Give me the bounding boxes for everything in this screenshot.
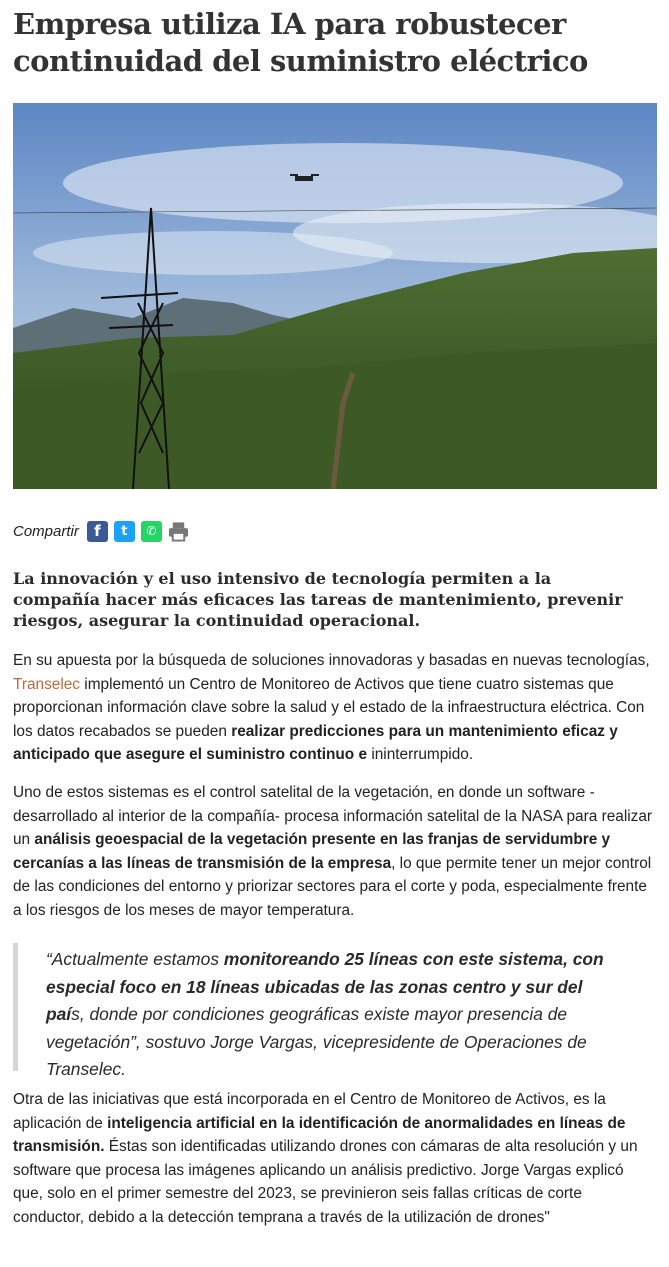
article-lead: La innovación y el uso intensivo de tecnología permiten a la compañía hacer más eficaces las tareas de mantenimiento, prevenir riesgos, asegurar la continuidad operacional.	[13, 569, 623, 630]
paragraph-2: Uno de estos sistemas es el control satelital de la vegetación, en donde un software -desarrollado al interior de la compañía- procesa información satelital de la NASA para realizar un análisis geoespacial de la vegetación presente en las franjas de servidumbre y cercanías a las líneas de transmisión de la empresa, lo que permite tener un mejor control de las condiciones del entorno y priorizar sectores para el corte y poda, especialmente frente a los riesgos de los meses de mayor temperatura.	[13, 784, 653, 919]
blockquote	[13, 943, 618, 1079]
facebook-icon[interactable]: f	[87, 521, 108, 542]
paragraph-3: Otra de las iniciativas que está incorporada en el Centro de Monitoreo de Activos, es la aplicación de inteligencia artificial en la identificación de anormalidades en líneas de transmisión. Éstas son identificadas utilizando drones con cámaras de alta resolución y un software que procesa las imágenes aplicando un análisis predictivo. Jorge Vargas explicó que, solo en el primer semestre del 2023, se previnieron seis fallas críticas de corte conductor, debido a la detección temprana a través de la utilización de drones"	[13, 1091, 638, 1226]
print-icon[interactable]	[168, 521, 189, 542]
share-label: Compartir	[13, 522, 79, 540]
article-title: Empresa utiliza IA para robustecer continuidad del suministro eléctrico	[13, 7, 588, 78]
whatsapp-icon[interactable]: ✆	[141, 521, 162, 542]
transelec-link[interactable]: Transelec	[13, 675, 81, 693]
quote-text: “Actualmente estamos monitoreando 25 líneas con este sistema, con especial foco en 18 líneas ubicadas de las zonas centro y sur del país, donde por condiciones geográficas existe mayor presencia de vegetación”, sostuvo Jorge Vargas, vicepresidente de Operaciones de Transelec.	[46, 949, 604, 1079]
paragraph-1: En su apuesta por la búsqueda de soluciones innovadoras y basadas en nuevas tecnologías, Transelec implementó un Centro de Monitoreo de Activos que tiene cuatro sistemas que proporcionan información clave sobre la salud y el estado de la infraestructura eléctrica. Con los datos recabados se pueden realizar predicciones para un mantenimiento eficaz y anticipado que asegure el suministro continuo e ininterrumpido.	[13, 652, 650, 763]
twitter-icon[interactable]: t	[114, 521, 135, 542]
share-bar	[13, 518, 195, 544]
hero-image	[13, 103, 657, 489]
